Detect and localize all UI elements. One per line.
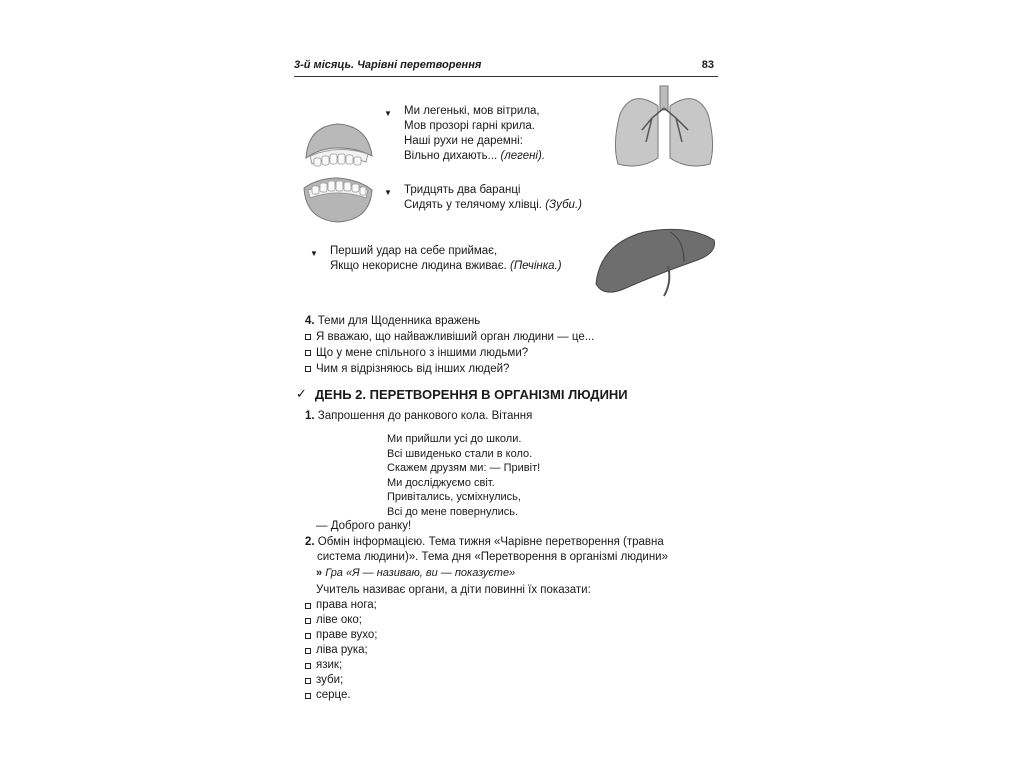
riddle-line: Перший удар на себе приймає, [330, 245, 498, 257]
section-heading: 4. Теми для Щоденника вражень [305, 315, 481, 327]
riddle-line: Наші рухи не даремні: [404, 135, 523, 147]
item-information-exchange: 2. Обмін інформацією. Тема тижня «Чарівне перетворення (травна система людини)». Тема дня «Перетворення в організмі людини» [305, 536, 668, 563]
list-item: права нога; [305, 598, 377, 613]
square-bullet-icon [305, 366, 311, 372]
greeting-line: — Доброго ранку! [316, 520, 412, 532]
square-bullet-icon [305, 648, 311, 654]
list-item: Що у мене спільного з іншими людьми? [305, 345, 594, 361]
riddle-answer: (Зуби.) [545, 199, 582, 211]
triangle-bullet-icon: ▼ [310, 249, 318, 258]
liver-illustration [592, 222, 720, 300]
list-item: Чим я відрізняюсь від інших людей? [305, 361, 594, 377]
poem-line: Всі до мене повернулись. [387, 505, 519, 518]
list-item: праве вухо; [305, 628, 377, 643]
triangle-bullet-icon: ▼ [384, 109, 392, 118]
square-bullet-icon [305, 618, 311, 624]
square-bullet-icon [305, 693, 311, 699]
item-morning-circle: 1. Запрошення до ранкового кола. Вітання [305, 410, 533, 422]
day-heading [296, 386, 628, 402]
riddle-teeth [384, 183, 582, 213]
square-bullet-icon [305, 678, 311, 684]
diary-topics-section [305, 313, 594, 377]
riddle-line: Сидять у телячому хлівці. (Зуби.) [404, 199, 582, 211]
square-bullet-icon [305, 350, 311, 356]
triangle-bullet-icon: ▼ [384, 188, 392, 197]
page-header [294, 58, 718, 77]
list-item: Я вважаю, що найважливіший орган людини — це... [305, 329, 594, 345]
riddle-line: Якщо некорисне людина вживає. (Печінка.) [330, 260, 562, 272]
list-item: ліве око; [305, 613, 377, 628]
poem-line: Ми прийшли усі до школи. [387, 433, 522, 445]
list-item: серце. [305, 688, 377, 703]
teeth-illustration [298, 118, 378, 228]
day-title: ДЕНЬ 2. ПЕРЕТВОРЕННЯ В ОРГАНІЗМІ ЛЮДИНИ [314, 386, 628, 402]
poem-line: Скажем друзям ми: — Привіт! [387, 462, 541, 474]
riddle-answer: (легені). [500, 150, 546, 162]
riddle-line: Вільно дихають... (легені). [404, 150, 546, 162]
riddle-line: Тридцять два баранці [404, 184, 521, 196]
list-item: ліва рука; [305, 643, 377, 658]
chapter-title: 3-й місяць. Чарівні перетворення [294, 59, 482, 71]
list-item: язик; [305, 658, 377, 673]
poem-line: Всі швиденько стали в коло. [387, 447, 533, 460]
poem-line: Привітались, усміхнулись, [387, 491, 521, 503]
square-bullet-icon [305, 663, 311, 669]
riddle-lungs [384, 104, 546, 164]
lungs-illustration [612, 84, 716, 172]
game-title: » Гра «Я — називаю, ви — показуєте» [316, 567, 516, 579]
square-bullet-icon [305, 633, 311, 639]
poem-line: Ми досліджуємо світ. [387, 476, 495, 489]
greeting-poem [387, 432, 540, 519]
riddle-liver [310, 244, 562, 274]
square-bullet-icon [305, 603, 311, 609]
riddle-line: Мов прозорі гарні крила. [404, 120, 535, 132]
list-item: зуби; [305, 673, 377, 688]
riddle-answer: (Печінка.) [509, 260, 562, 272]
square-bullet-icon [305, 334, 311, 340]
game-intro: Учитель називає органи, а діти повинні їх показати: [316, 584, 591, 596]
organ-list [305, 598, 377, 703]
page-number: 83 [701, 59, 714, 71]
double-arrow-icon: » [316, 567, 323, 579]
checkmark-icon: ✓ [296, 386, 307, 401]
riddle-line: Ми легенькі, мов вітрила, [404, 105, 540, 117]
